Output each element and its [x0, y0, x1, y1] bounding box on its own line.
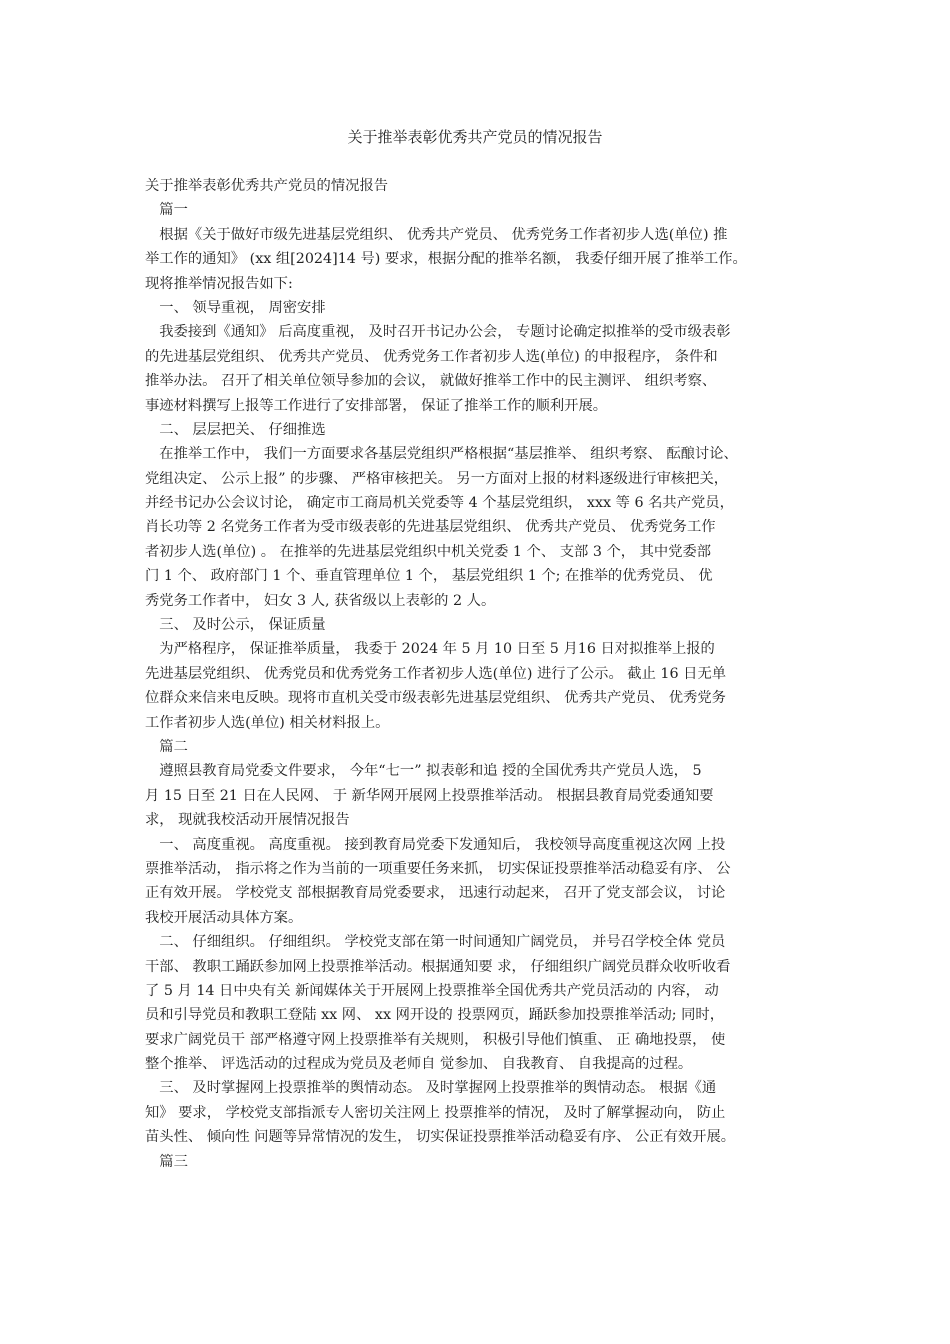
- body-text-line: 正有效开展。 学校党支 部根据教育局党委要求， 迅速行动起来， 召开了党支部会议， 讨论: [145, 885, 726, 902]
- body-text-line: 举工作的通知》 (xx 组[2024]14 号) 要求，根据分配的推举名额， 我委仔细开展了推举工作。: [145, 251, 747, 268]
- body-text-line: 党组决定、 公示上报” 的步骤、 严格审核把关。 另一方面对上报的材料逐级进行审核把关，: [145, 470, 729, 487]
- body-text-line: 票推举活动， 指示将之作为当前的一项重要任务来抓， 切实保证投票推举活动稳妥有序、 公: [145, 860, 731, 877]
- body-text-line: 秀党务工作者中， 妇女 3 人, 获省级以上表彰的 2 人。: [145, 592, 496, 609]
- body-text-line: 知》 要求， 学校党支部指派专人密切关注网上 投票推举的情况， 及时了解掌握动向， 防止: [145, 1104, 726, 1121]
- body-text-line: 一、 领导重视， 周密安排: [145, 299, 326, 316]
- body-text-line: 我校开展活动具体方案。: [145, 909, 303, 926]
- body-text-line: 干部、 教职工踊跃参加网上投票推举活动。根据通知要 求， 仔细组织广阔党员群众收听收看: [145, 958, 731, 975]
- body-text-line: 要求广阔党员干 部严格遵守网上投票推举有关规则， 积极引导他们慎重、 正 确地投票， 使: [145, 1031, 726, 1048]
- body-text-line: 员和引导党员和教职工登陆 xx 网、 xx 网开设的 投票网页，踊跃参加投票推举活动; 同时，: [145, 1007, 725, 1024]
- document-body: [145, 174, 817, 1174]
- body-text-line: 整个推举、 评选活动的过程成为党员及老师自 觉参加、 自我教育、 自我提高的过程。: [145, 1056, 693, 1073]
- body-text-line: 肖长功等 2 名党务工作者为受市级表彰的先进基层党组织、 优秀共产党员、 优秀党务工作: [145, 519, 716, 536]
- body-text-line: 求， 现就我校活动开展情况报告: [145, 812, 350, 829]
- body-text-line: 根据《关于做好市级先进基层党组织、 优秀共产党员、 优秀党务工作者初步人选(单位) 推: [145, 226, 728, 243]
- body-text-line: 推举办法。 召开了相关单位领导参加的会议， 就做好推举工作中的民主测评、 组织考察、: [145, 373, 717, 390]
- body-text-line: 二、 仔细组织。 仔细组织。 学校党支部在第一时间通知广阔党员， 并号召学校全体 党员: [145, 934, 726, 951]
- body-text-line: 现将推举情况报告如下:: [145, 275, 293, 292]
- body-text-line: 位群众来信来电反映。现将市直机关受市级表彰先进基层党组织、 优秀共产党员、 优秀党务: [145, 690, 726, 707]
- body-text-line: 我委接到《通知》 后高度重视， 及时召开书记办公会， 专题讨论确定拟推举的受市级表彰: [145, 324, 731, 341]
- body-text-line: 者初步人选(单位) 。 在推举的先进基层党组织中机关党委 1 个、 支部 3 个， 其中党委部: [145, 543, 712, 560]
- body-text-line: 二、 层层把关、 仔细推选: [145, 421, 326, 438]
- body-text-line: 遵照县教育局党委文件要求， 今年“七一” 拟表彰和追 授的全国优秀共产党员人选， 5: [145, 763, 702, 780]
- body-text-line: 工作者初步人选(单位) 相关材料报上。: [145, 714, 390, 731]
- body-text-line: 三、 及时掌握网上投票推举的舆情动态。 及时掌握网上投票推举的舆情动态。 根据《通: [145, 1080, 717, 1097]
- body-text-line: 篇三: [145, 1153, 188, 1170]
- body-text-line: 在推举工作中， 我们一方面要求各基层党组织严格根据“基层推举、 组织考察、 酝酿讨论、: [145, 446, 738, 463]
- body-text-line: 月 15 日至 21 日在人民网、 于 新华网开展网上投票推举活动。 根据县教育局党委通知要: [145, 787, 714, 804]
- body-text-line: 事迹材料撰写上报等工作进行了安排部署， 保证了推举工作的顺利开展。: [145, 397, 608, 414]
- body-text-line: 一、 高度重视。 高度重视。 接到教育局党委下发通知后， 我校领导高度重视这次网 上投: [145, 836, 726, 853]
- body-text-line: 为严格程序， 保证推举质量， 我委于 2024 年 5 月 10 日至 5 月16 日对拟推举上报的: [145, 641, 715, 658]
- body-text-line: 三、 及时公示， 保证质量: [145, 617, 326, 634]
- body-text-line: 苗头性、 倾向性 问题等异常情况的发生， 切实保证投票推举活动稳妥有序、 公正有效开展。: [145, 1129, 736, 1146]
- body-text-line: 并经书记办公会议讨论， 确定市工商局机关党委等 4 个基层党组织， xxx 等 6 名共产党员，: [145, 495, 734, 512]
- document-title: 关于推举表彰优秀共产党员的情况报告: [347, 128, 603, 146]
- body-text-line: 篇一: [145, 202, 188, 219]
- body-text-line: 了 5 月 14 日中央有关 新闻媒体关于开展网上投票推举全国优秀共产党员活动的 内容， 动: [145, 982, 719, 999]
- body-text-line: 篇二: [145, 738, 188, 755]
- body-text-line: 门 1 个、 政府部门 1 个、垂直管理单位 1 个， 基层党组织 1 个; 在推举的优秀党员、 优: [145, 568, 713, 585]
- body-text-line: 的先进基层党组织、 优秀共产党员、 优秀党务工作者初步人选(单位) 的申报程序， 条件和: [145, 348, 718, 365]
- body-text-line: 先进基层党组织、 优秀党员和优秀党务工作者初步人选(单位) 进行了公示。 截止 16 日无单: [145, 665, 727, 682]
- body-text-line: 关于推举表彰优秀共产党员的情况报告: [145, 178, 389, 194]
